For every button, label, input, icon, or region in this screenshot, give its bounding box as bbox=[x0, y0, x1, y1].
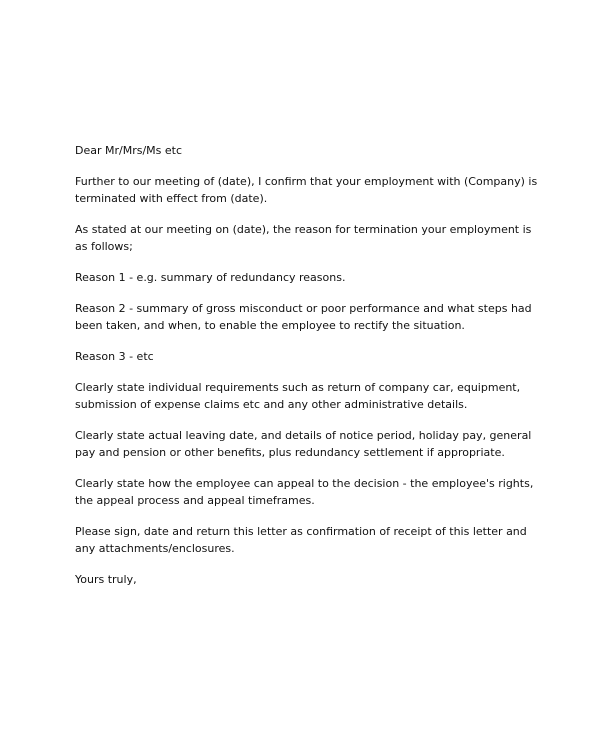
letter-paragraph bbox=[75, 173, 538, 207]
paragraph-line: submission of expense claims etc and any other administrative details. bbox=[75, 398, 468, 411]
letter-paragraph bbox=[75, 379, 535, 413]
paragraph-line: pay and pension or other benefits, plus redundancy settlement if appropriate. bbox=[75, 446, 505, 459]
paragraph-line: Further to our meeting of (date), I confirm that your employment with (Company) is bbox=[75, 175, 538, 188]
letter-paragraph bbox=[75, 269, 535, 286]
paragraph-line: the appeal process and appeal timeframes. bbox=[75, 494, 315, 507]
paragraph-line: Reason 3 - etc bbox=[75, 350, 154, 363]
closing bbox=[75, 571, 535, 588]
paragraph-line: been taken, and when, to enable the employee to rectify the situation. bbox=[75, 319, 465, 332]
salutation-line: Dear Mr/Mrs/Ms etc bbox=[75, 144, 183, 157]
paragraph-line: any attachments/enclosures. bbox=[75, 542, 235, 555]
letter-paragraph bbox=[75, 221, 535, 255]
paragraph-line: Reason 2 - summary of gross misconduct or poor performance and what steps had bbox=[75, 302, 532, 315]
letter-body bbox=[75, 142, 538, 602]
closing-line: Yours truly, bbox=[75, 573, 137, 586]
paragraph-line: As stated at our meeting on (date), the reason for termination your employment is bbox=[75, 223, 532, 236]
paragraph-line: Clearly state actual leaving date, and details of notice period, holiday pay, general bbox=[75, 429, 532, 442]
letter-paragraph bbox=[75, 427, 535, 461]
letter-paragraph bbox=[75, 300, 535, 334]
letter-paragraph bbox=[75, 475, 535, 509]
paragraph-line: as follows; bbox=[75, 240, 133, 253]
paragraph-line: Clearly state how the employee can appeal to the decision - the employee's rights, bbox=[75, 477, 534, 490]
paragraph-line: Clearly state individual requirements such as return of company car, equipment, bbox=[75, 381, 521, 394]
letter-paragraph bbox=[75, 523, 535, 557]
paragraph-line: Please sign, date and return this letter as confirmation of receipt of this letter and bbox=[75, 525, 527, 538]
salutation bbox=[75, 142, 535, 159]
paragraph-line: terminated with effect from (date). bbox=[75, 192, 268, 205]
letter-paragraphs bbox=[75, 173, 538, 557]
letter-paragraph bbox=[75, 348, 535, 365]
paragraph-line: Reason 1 - e.g. summary of redundancy reasons. bbox=[75, 271, 346, 284]
